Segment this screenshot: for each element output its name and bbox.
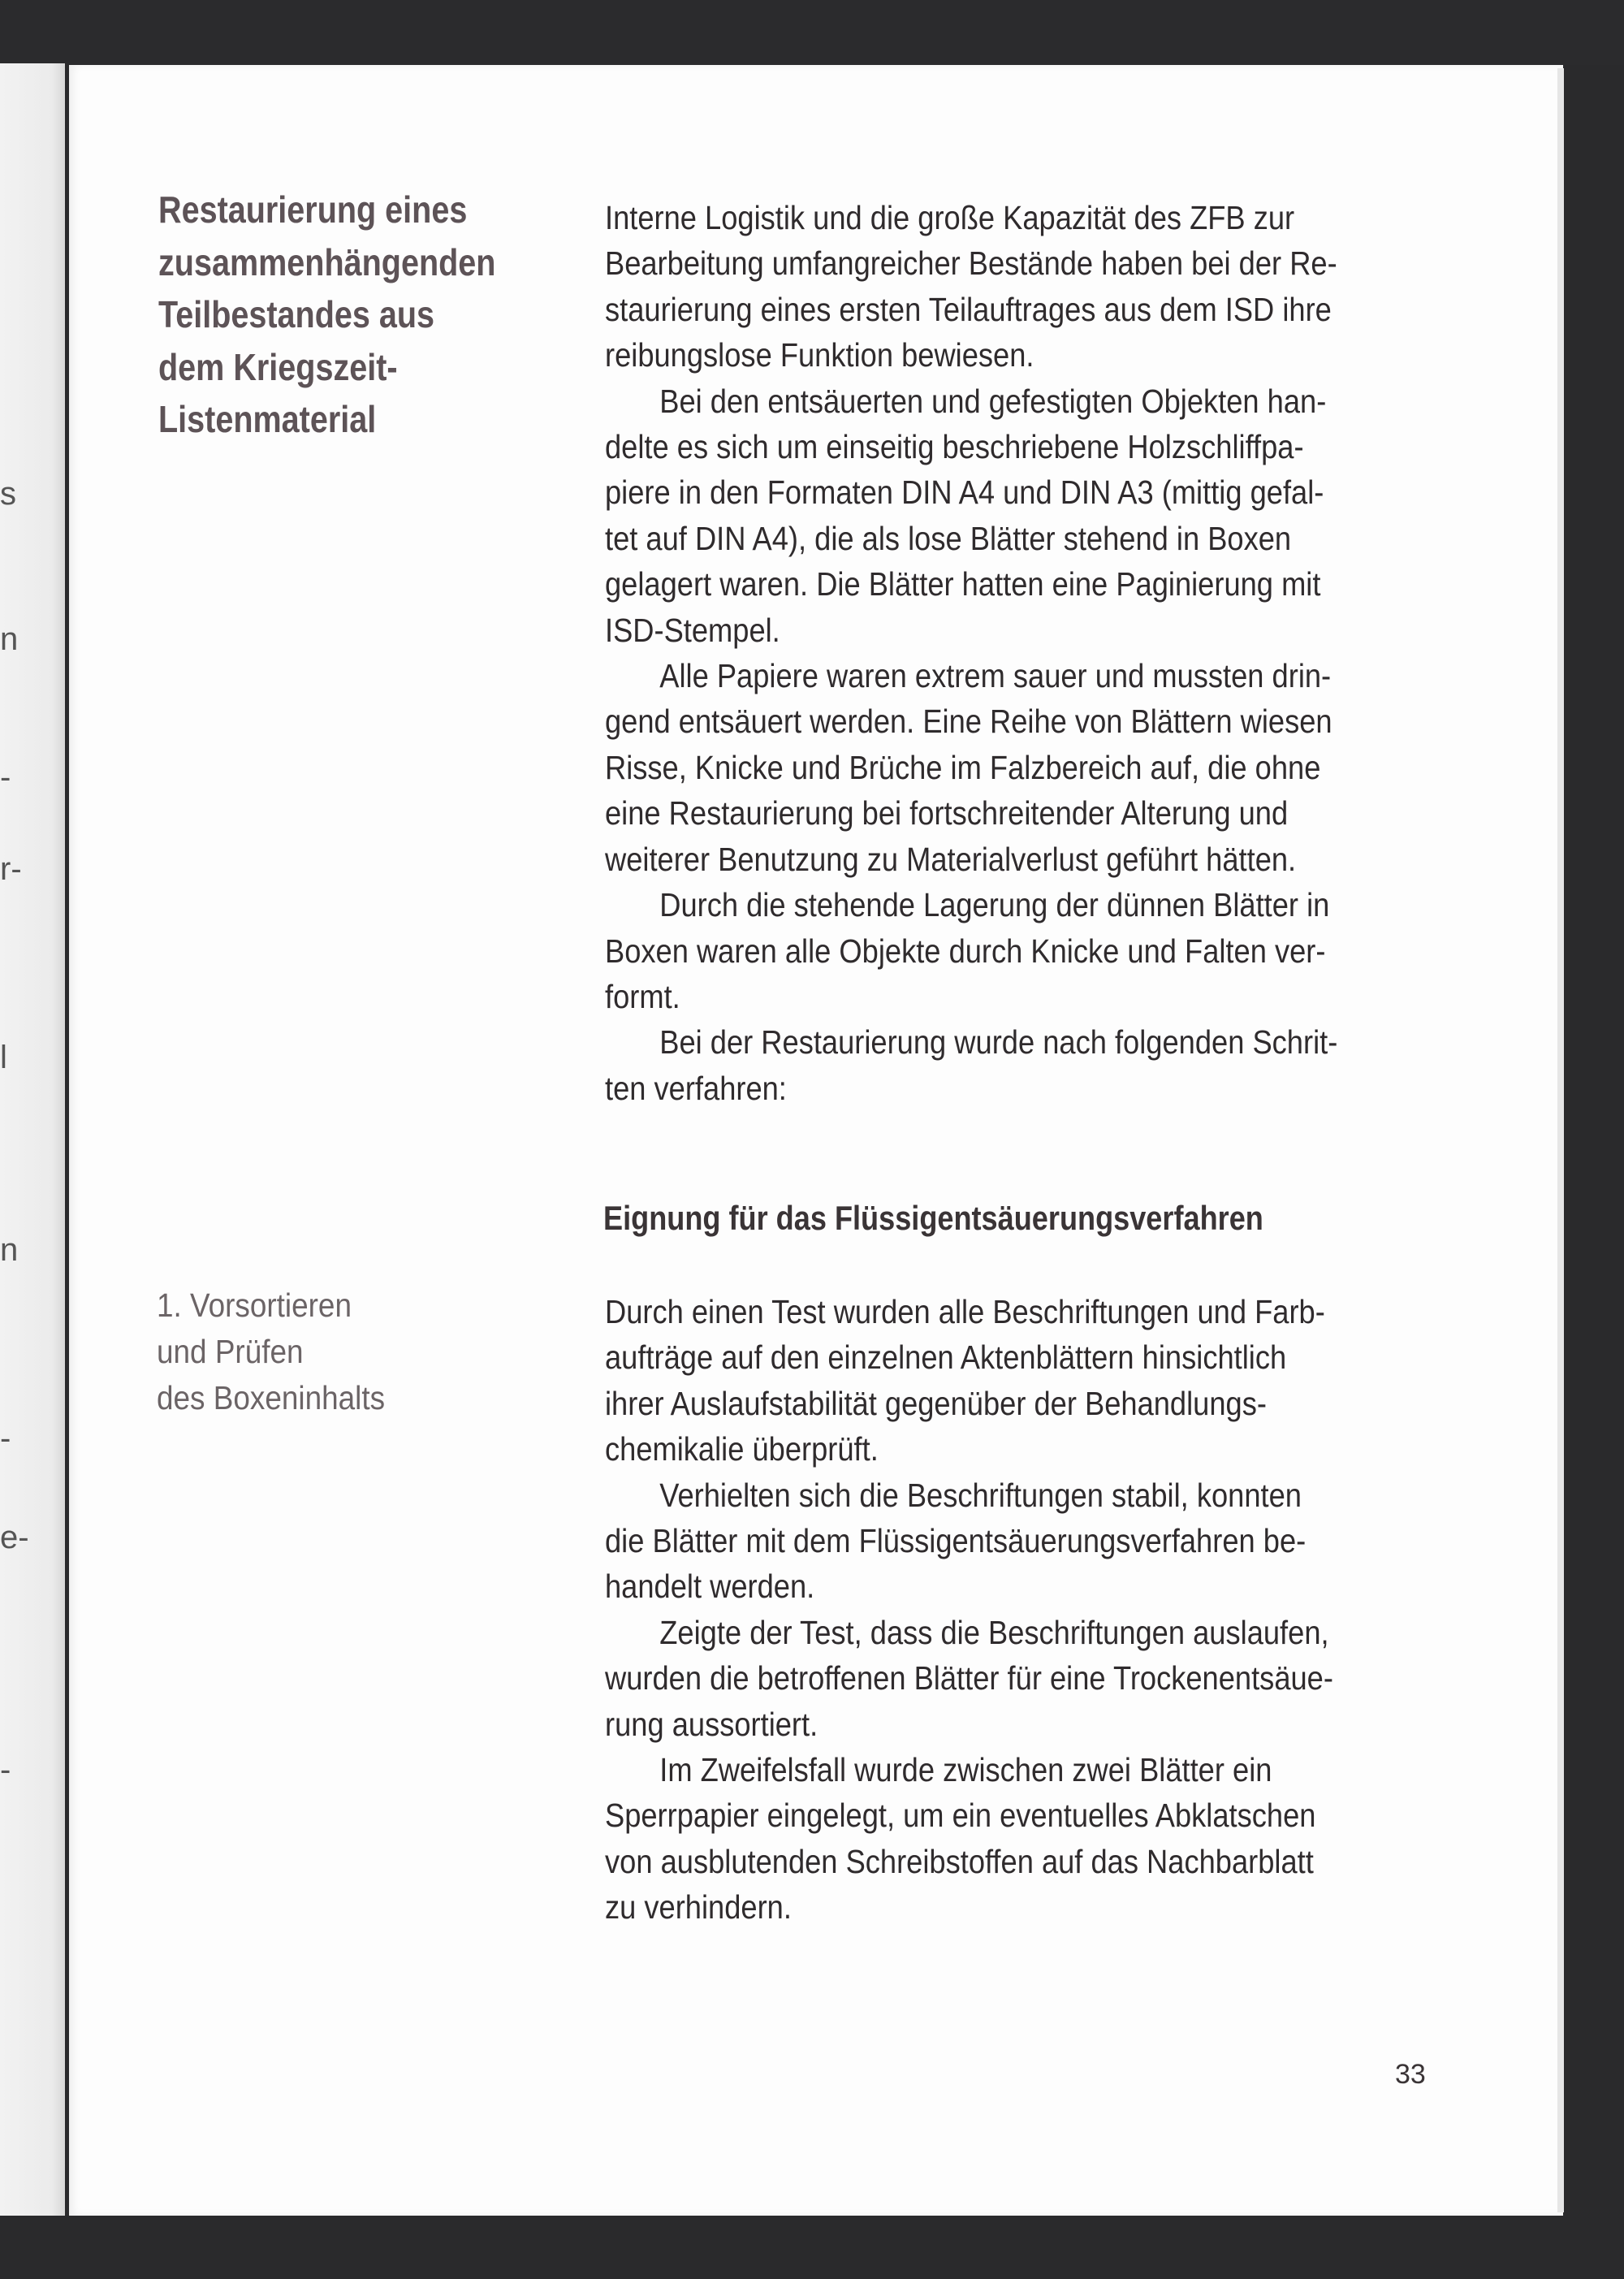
step-label-line: des Boxeninhalts <box>157 1379 386 1416</box>
text-line: Interne Logistik und die große Kapazität des ZFB zur <box>605 199 1295 236</box>
text-line: Bearbeitung umfangreicher Bestände haben bei der Re- <box>605 244 1337 283</box>
step-label-line: 1. Vorsortieren <box>157 1287 352 1324</box>
previous-page-edge <box>0 63 65 2216</box>
text-line: weiterer Benutzung zu Materialverlust geführt hätten. <box>605 840 1297 878</box>
text-line: Zeigte der Test, dass die Beschriftungen auslaufen, <box>659 1613 1329 1651</box>
previous-page-text-fragment: s <box>0 476 16 512</box>
previous-page-text-fragment: - <box>0 759 11 795</box>
scanner-background <box>0 0 1624 65</box>
text-line: formt. <box>605 977 680 1015</box>
text-line: ihrer Auslaufstabilität gegenüber der Behandlungs- <box>605 1384 1267 1422</box>
heading-line: Teilbestandes aus <box>158 293 435 335</box>
previous-page-text-fragment: l <box>0 1040 7 1075</box>
step-label-line: und Prüfen <box>157 1333 304 1370</box>
text-line: Risse, Knicke und Brüche im Falzbereich auf, die ohne <box>605 748 1321 786</box>
section-heading <box>158 184 495 446</box>
text-line: Durch einen Test wurden alle Beschriftungen und Farb- <box>605 1293 1325 1330</box>
text-line: Verhielten sich die Beschriftungen stabil, konnten <box>659 1476 1302 1514</box>
text-line: Im Zweifelsfall wurde zwischen zwei Blätter ein <box>659 1751 1272 1789</box>
text-line: gelagert waren. Die Blätter hatten eine Paginierung mit <box>605 565 1321 603</box>
page-edge <box>1557 68 1564 2212</box>
text-line: rung aussortiert. <box>605 1705 818 1743</box>
previous-page-text-fragment: n <box>0 621 19 657</box>
heading-line: zusammenhängenden <box>158 240 496 283</box>
text-line: Sperrpapier eingelegt, um ein eventuelles Abklatschen <box>605 1797 1316 1835</box>
previous-page-text-fragment: n <box>0 1232 19 1268</box>
text-line: gend entsäuert werden. Eine Reihe von Blättern wiesen <box>605 703 1332 741</box>
text-line: Bei der Restaurierung wurde nach folgenden Schrit- <box>659 1023 1338 1062</box>
subheading: Eignung für das Flüssigentsäuerungsverfahren <box>603 1199 1263 1237</box>
text-line: handelt werden. <box>605 1568 815 1606</box>
text-line: delte es sich um einseitig beschriebene Holzschliffpa- <box>605 428 1304 466</box>
text-line: zu verhindern. <box>605 1888 792 1927</box>
text-line: eine Restaurierung bei fortschreitender Alterung und <box>605 794 1289 832</box>
heading-line: dem Kriegszeit- <box>158 345 398 388</box>
text-line: die Blätter mit dem Flüssigentsäuerungsverfahren be- <box>605 1522 1307 1560</box>
text-line: Boxen waren alle Objekte durch Knicke und Falten ver- <box>605 932 1326 970</box>
text-line: staurierung eines ersten Teilauftrages aus dem ISD ihre <box>605 290 1332 328</box>
previous-page-text-fragment: e- <box>0 1520 29 1555</box>
text-line: aufträge auf den einzelnen Aktenblättern hinsichtlich <box>605 1338 1287 1377</box>
text-line: piere in den Formaten DIN A4 und DIN A3 (mittig gefal- <box>605 474 1324 512</box>
previous-page-text-fragment: - <box>0 1421 11 1456</box>
heading-line: Restaurierung eines <box>158 188 468 231</box>
heading-line: Listenmaterial <box>158 398 377 440</box>
text-line: von ausblutenden Schreibstoffen auf das Nachbarblatt <box>605 1842 1314 1880</box>
previous-page-text-fragment: - <box>0 1752 11 1788</box>
step-label <box>157 1282 385 1421</box>
page-number: 33 <box>1395 2059 1426 2090</box>
text-line: Bei den entsäuerten und gefestigten Objekten han- <box>659 382 1327 420</box>
step-text <box>605 1289 1333 1931</box>
text-line: Alle Papiere waren extrem sauer und mussten drin- <box>659 657 1332 695</box>
text-line: chemikalie überprüft. <box>605 1430 879 1468</box>
text-line: ten verfahren: <box>605 1069 787 1107</box>
text-line: tet auf DIN A4), die als lose Blätter stehend in Boxen <box>605 519 1292 557</box>
text-line: ISD-Stempel. <box>605 611 780 649</box>
text-line: reibungslose Funktion bewiesen. <box>605 336 1034 374</box>
text-line: wurden die betroffenen Blätter für eine Trockenentsäue- <box>605 1659 1333 1697</box>
intro-text <box>605 195 1337 1111</box>
previous-page-text-fragment: r- <box>0 851 22 887</box>
text-line: Durch die stehende Lagerung der dünnen Blätter in <box>659 886 1330 924</box>
